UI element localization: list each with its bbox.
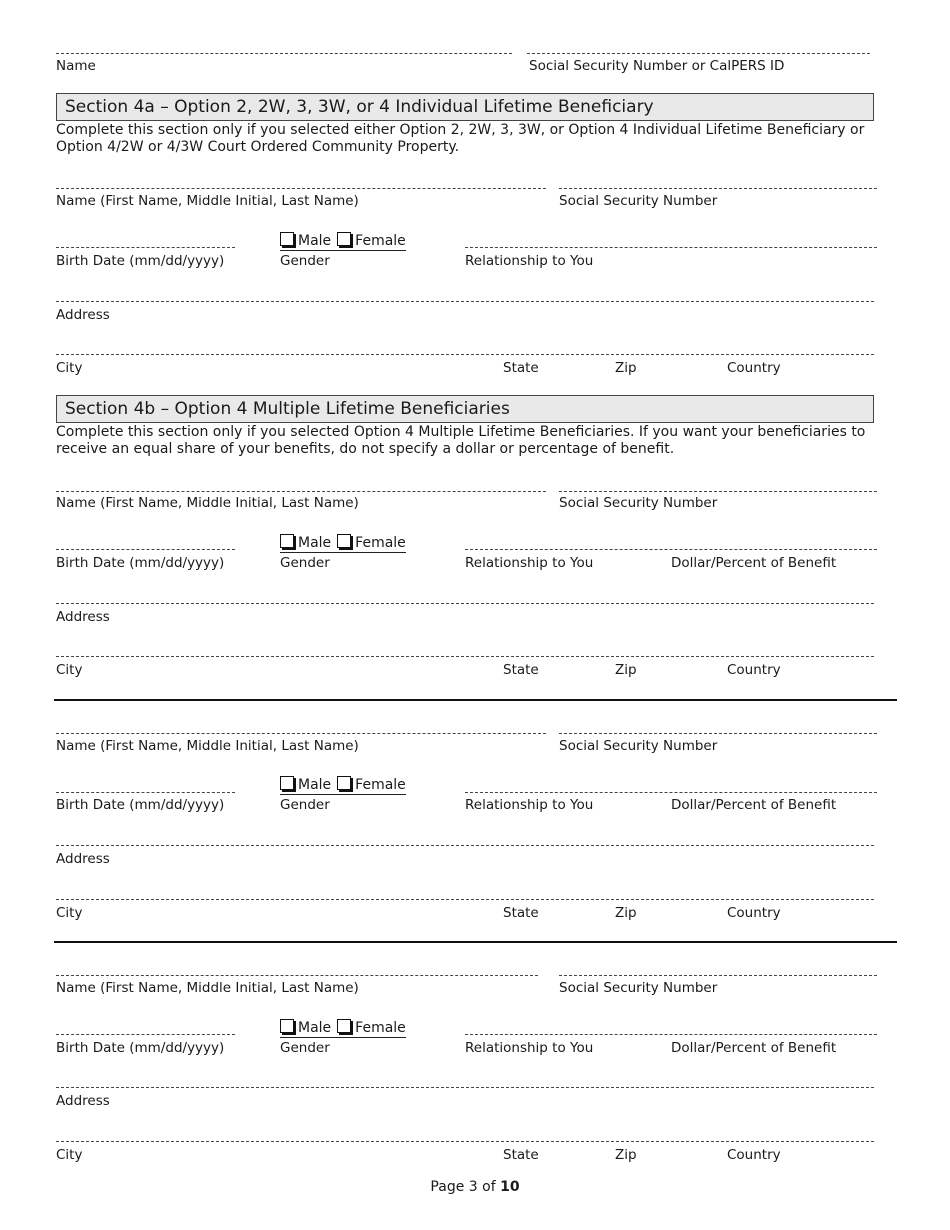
- state-label: State: [503, 905, 539, 921]
- female-checkbox[interactable]: [337, 776, 351, 790]
- section-divider: [54, 699, 897, 701]
- zip-label: Zip: [615, 1147, 637, 1163]
- state-label: State: [503, 1147, 539, 1163]
- dollar-percent-label: Dollar/Percent of Benefit: [671, 555, 837, 571]
- name-field-label: Name (First Name, Middle Initial, Last Name): [56, 193, 359, 209]
- gender-label: Gender: [280, 555, 330, 571]
- gender-options: [280, 534, 406, 553]
- page-prefix: Page 3 of: [430, 1179, 501, 1195]
- male-label: Male: [298, 535, 332, 551]
- section-4b-instructions: Complete this section only if you selected Option 4 Multiple Lifetime Beneficiaries. If you want your beneficiaries to receive an equal share of your benefits, do not specify a dollar or percentage of benefit.: [56, 424, 866, 457]
- page-number: [0, 1179, 950, 1195]
- address-line[interactable]: [56, 603, 874, 604]
- female-label: Female: [355, 1020, 406, 1036]
- ssn-calpers-line[interactable]: [527, 53, 870, 54]
- dollar-percent-label: Dollar/Percent of Benefit: [671, 1040, 837, 1056]
- section-divider: [54, 941, 897, 943]
- state-label: State: [503, 360, 539, 376]
- ssn-field-label: Social Security Number: [559, 495, 718, 511]
- male-checkbox[interactable]: [280, 534, 294, 548]
- birth-date-line[interactable]: [56, 247, 235, 248]
- country-label: Country: [727, 1147, 781, 1163]
- female-checkbox[interactable]: [337, 232, 351, 246]
- address-label: Address: [56, 851, 110, 867]
- male-checkbox[interactable]: [280, 232, 294, 246]
- dollar-percent-label: Dollar/Percent of Benefit: [671, 797, 837, 813]
- relationship-dollar-line[interactable]: [465, 1034, 877, 1035]
- relationship-label: Relationship to You: [465, 253, 594, 269]
- city-label: City: [56, 905, 83, 921]
- birth-date-label: Birth Date (mm/dd/yyyy): [56, 797, 225, 813]
- country-label: Country: [727, 905, 781, 921]
- relationship-line[interactable]: [465, 247, 877, 248]
- state-label: State: [503, 662, 539, 678]
- name-label: Name: [56, 58, 96, 74]
- address-label: Address: [56, 609, 110, 625]
- country-label: Country: [727, 360, 781, 376]
- city-label: City: [56, 662, 83, 678]
- gender-label: Gender: [280, 253, 330, 269]
- male-label: Male: [298, 777, 332, 793]
- gender-label: Gender: [280, 1040, 330, 1056]
- birth-date-line[interactable]: [56, 549, 235, 550]
- birth-date-label: Birth Date (mm/dd/yyyy): [56, 253, 225, 269]
- ssn-calpers-label: Social Security Number or CalPERS ID: [529, 58, 785, 74]
- relationship-label: Relationship to You: [465, 555, 594, 571]
- address-line[interactable]: [56, 845, 874, 846]
- relationship-dollar-line[interactable]: [465, 792, 877, 793]
- ssn-field-label: Social Security Number: [559, 980, 718, 996]
- section-4b-title: Section 4b – Option 4 Multiple Lifetime Beneficiaries: [56, 395, 874, 423]
- beneficiary-name-line[interactable]: [56, 491, 546, 492]
- address-line[interactable]: [56, 1087, 874, 1088]
- zip-label: Zip: [615, 905, 637, 921]
- birth-date-label: Birth Date (mm/dd/yyyy): [56, 1040, 225, 1056]
- gender-options: [280, 1019, 406, 1038]
- name-field-label: Name (First Name, Middle Initial, Last Name): [56, 738, 359, 754]
- female-checkbox[interactable]: [337, 534, 351, 548]
- beneficiary-ssn-line[interactable]: [559, 188, 877, 189]
- birth-date-line[interactable]: [56, 1034, 235, 1035]
- address-label: Address: [56, 307, 110, 323]
- beneficiary-name-line[interactable]: [56, 188, 546, 189]
- page-total: 10: [500, 1179, 520, 1195]
- address-line[interactable]: [56, 301, 874, 302]
- name-line[interactable]: [56, 53, 512, 54]
- female-label: Female: [355, 777, 406, 793]
- beneficiary-ssn-line[interactable]: [559, 975, 877, 976]
- male-checkbox[interactable]: [280, 1019, 294, 1033]
- address-label: Address: [56, 1093, 110, 1109]
- female-label: Female: [355, 535, 406, 551]
- female-checkbox[interactable]: [337, 1019, 351, 1033]
- name-field-label: Name (First Name, Middle Initial, Last Name): [56, 495, 359, 511]
- male-checkbox[interactable]: [280, 776, 294, 790]
- city-label: City: [56, 360, 83, 376]
- ssn-field-label: Social Security Number: [559, 738, 718, 754]
- section-4a-title: Section 4a – Option 2, 2W, 3, 3W, or 4 Individual Lifetime Beneficiary: [56, 93, 874, 121]
- male-label: Male: [298, 1020, 332, 1036]
- relationship-dollar-line[interactable]: [465, 549, 877, 550]
- relationship-label: Relationship to You: [465, 1040, 594, 1056]
- city-label: City: [56, 1147, 83, 1163]
- city-state-zip-line[interactable]: [56, 354, 874, 355]
- relationship-label: Relationship to You: [465, 797, 594, 813]
- gender-options: [280, 776, 406, 795]
- city-state-zip-line[interactable]: [56, 1141, 874, 1142]
- birth-date-label: Birth Date (mm/dd/yyyy): [56, 555, 225, 571]
- zip-label: Zip: [615, 662, 637, 678]
- birth-date-line[interactable]: [56, 792, 235, 793]
- gender-options: [280, 232, 406, 251]
- male-label: Male: [298, 233, 332, 249]
- name-field-label: Name (First Name, Middle Initial, Last Name): [56, 980, 359, 996]
- female-label: Female: [355, 233, 406, 249]
- beneficiary-name-line[interactable]: [56, 975, 538, 976]
- city-state-zip-line[interactable]: [56, 656, 874, 657]
- beneficiary-ssn-line[interactable]: [559, 733, 877, 734]
- zip-label: Zip: [615, 360, 637, 376]
- city-state-zip-line[interactable]: [56, 899, 874, 900]
- gender-label: Gender: [280, 797, 330, 813]
- country-label: Country: [727, 662, 781, 678]
- ssn-field-label: Social Security Number: [559, 193, 718, 209]
- beneficiary-ssn-line[interactable]: [559, 491, 877, 492]
- section-4a-instructions: Complete this section only if you selected either Option 2, 2W, 3, 3W, or Option 4 Individual Lifetime Beneficiary or Option 4/2W or 4/3W Court Ordered Community Property.: [56, 122, 865, 155]
- beneficiary-name-line[interactable]: [56, 733, 546, 734]
